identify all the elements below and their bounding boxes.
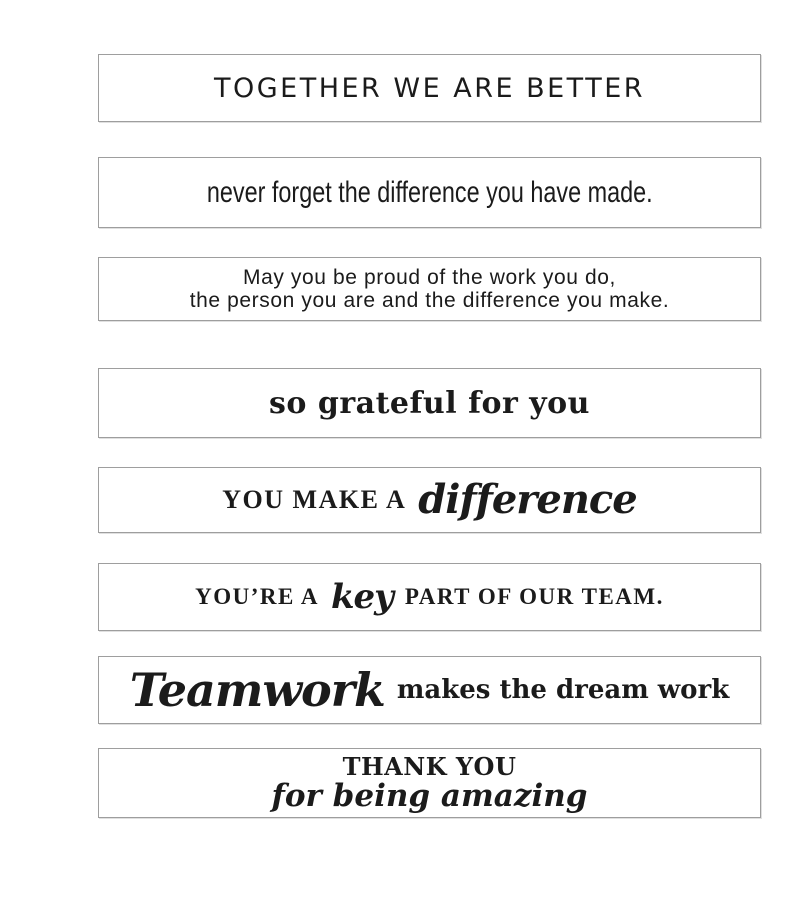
quote-text-grateful: so grateful for you <box>269 385 590 421</box>
quote-text-thankyou-line2: for being amazing <box>271 778 588 814</box>
quote-text-key-script: key <box>330 577 393 617</box>
quote-text-difference-script: difference <box>418 476 637 523</box>
quote-text-together: TOGETHER WE ARE BETTER <box>213 72 646 104</box>
quote-text-proud-line1: May you be proud of the work you do, <box>243 266 616 289</box>
quote-text-teamwork-suffix: makes the dream work <box>396 675 730 705</box>
quote-text-key-suffix: PART OF OUR TEAM. <box>404 584 664 609</box>
quote-card-teamwork-dream-work <box>98 656 761 724</box>
quote-text-difference-prefix: YOU MAKE A <box>222 485 407 514</box>
quote-card-you-make-a-difference <box>98 467 761 533</box>
quote-card-may-you-be-proud <box>98 257 761 321</box>
quote-text-teamwork-script: Teamwork <box>129 663 385 717</box>
quote-card-never-forget <box>98 157 761 228</box>
quote-card-thank-you-amazing <box>98 748 761 818</box>
quote-card-together-we-are-better <box>98 54 761 122</box>
quote-text-key-prefix: YOU’RE A <box>195 584 319 609</box>
quote-text-proud-line2: the person you are and the difference you make. <box>189 289 670 312</box>
quote-card-key-part-of-team <box>98 563 761 631</box>
quote-text-never-forget: never forget the difference you have made. <box>206 175 653 209</box>
quote-text-thankyou-line1: THANK YOU <box>342 752 517 781</box>
quote-card-so-grateful <box>98 368 761 438</box>
